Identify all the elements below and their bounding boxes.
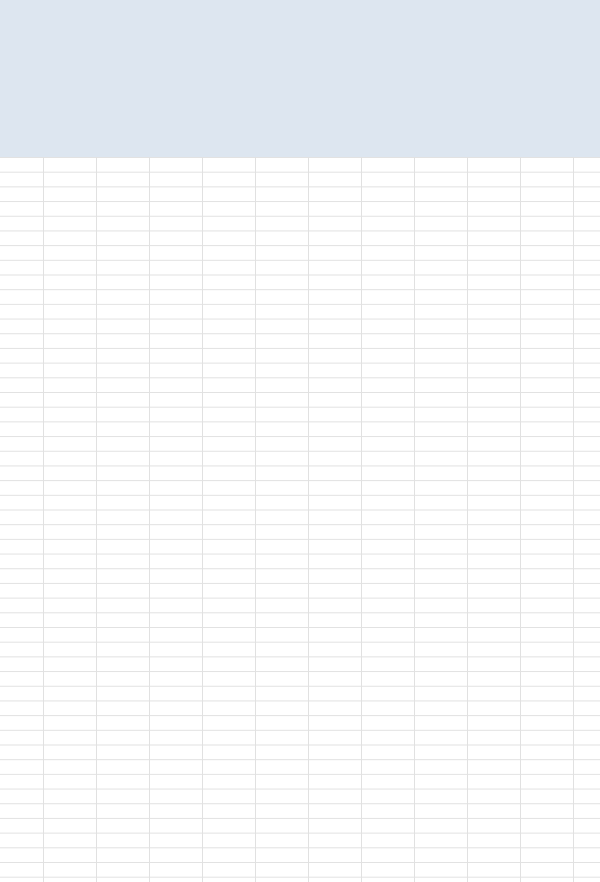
notice-header xyxy=(0,0,600,157)
spreadsheet-grid xyxy=(0,157,600,882)
